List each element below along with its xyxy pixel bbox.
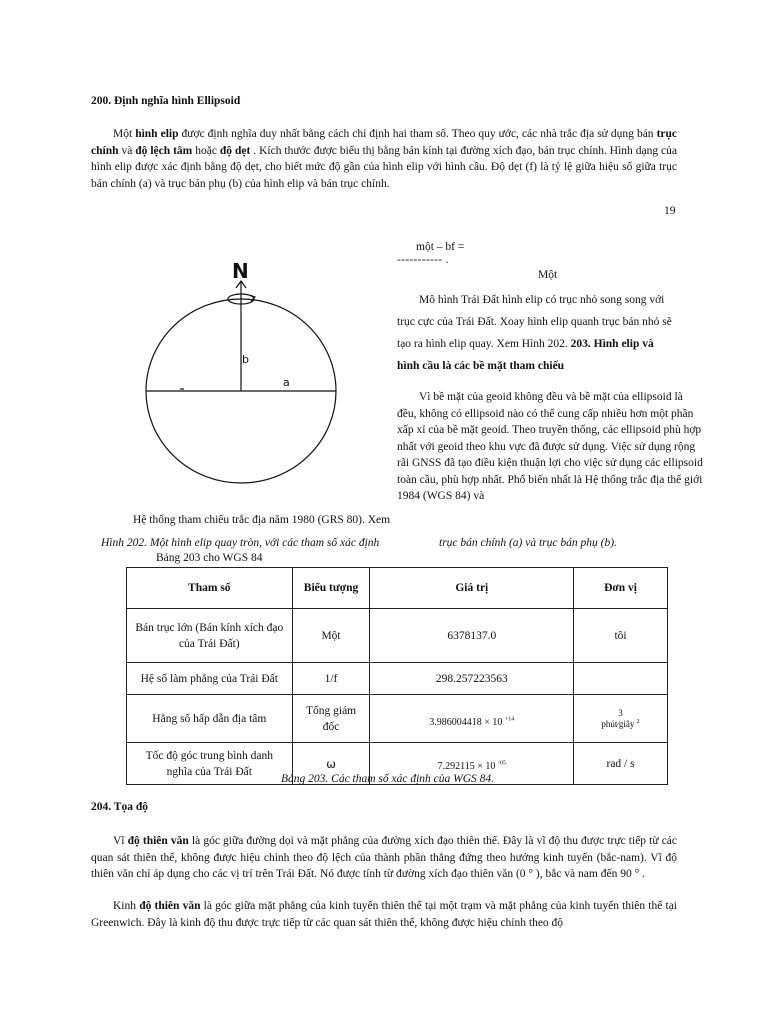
section-204-heading: 204. Tọa độ — [91, 801, 148, 813]
cell-unit: rad / s — [574, 743, 668, 785]
cell-value: 7.292115 × 10 $^{-05}$ — [370, 743, 574, 785]
cell-symbol: ω — [292, 743, 370, 785]
unit-main: phút⁄giây — [601, 718, 635, 729]
cell-parameter: Bán trục lớn (Bán kính xích đạo của Trái Đất) — [127, 609, 293, 663]
cell-symbol: 1/f — [292, 663, 370, 695]
major-axis-label: a — [283, 376, 290, 389]
cell-symbol: Một — [292, 609, 370, 663]
header-unit: Đơn vị — [574, 568, 668, 609]
unit-exponent: 2 — [636, 718, 640, 725]
page-number: 19 — [664, 205, 676, 217]
header-symbol: Biểu tượng — [292, 568, 370, 609]
section-200-paragraph: Một hình elip được định nghĩa duy nhất bằng cách chỉ định hai tham số. Theo quy ước, các nhà trắc địa sử dụng bán trục chính và độ lệch tâm hoặc độ dẹt . Kích thước được biểu thị bằng bán kính tại đường xích đạo, bán trục chính. Hình dạng của hình elip được xác định bằng độ dẹt, cho biết mức độ gần của hình elip với hình cầu. Độ dẹt (f) là tỷ lệ giữa hiệu số giữa trục bán chính (a) và trục bán phụ (b) của hình elip và bán trục chính. — [91, 128, 678, 190]
cell-unit — [574, 695, 668, 743]
formula-dashes: ----------- . — [397, 254, 449, 266]
ellipsoid-figure — [140, 255, 345, 525]
table-reference: Bảng 203 cho WGS 84 — [156, 552, 263, 564]
cell-value: 6378137.0 — [370, 609, 574, 663]
header-parameter: Tham số — [127, 568, 293, 609]
cell-value: 3.986004418 × 10 $^{+14}$ — [370, 695, 574, 743]
wgs84-parameters-table — [126, 567, 668, 785]
cell-parameter: Tốc độ góc trung bình danh nghĩa của Trái Đất — [127, 743, 293, 785]
table-caption: Bảng 203. Các tham số xác định của WGS 84. — [281, 773, 495, 785]
right-column-paragraph-1: Mô hình Trái Đất hình elip có trục nhỏ song song với trục cực của Trái Đất. Xoay hình elip quanh trục bán nhỏ sẽ tạo ra hình elip quay. Xem Hình 202. 203. Hình elip và hình cầu là các bề mặt tham chiếu — [397, 294, 672, 372]
figure-caption-right: trục bán chính (a) và trục bán phụ (b). — [439, 537, 617, 549]
table-row — [127, 609, 668, 663]
cell-value: 298.257223563 — [370, 663, 574, 695]
cell-unit: tôi — [574, 609, 668, 663]
continuation-text: Hệ thống tham chiếu trắc địa năm 1980 (GRS 80). Xem — [133, 514, 391, 526]
section-204-paragraph-2: Kinh độ thiên văn là góc giữa mặt phẳng của kinh tuyến thiên thể tại một trạm và mặt phẳng của kinh tuyến thiên thể tại Greenwich. Đây là kinh độ thu được trực tiếp từ các quan sát thiên thể, không được hiệu chỉnh theo độ — [91, 900, 678, 929]
north-label: N — [232, 259, 249, 283]
formula-denominator: Một — [538, 269, 558, 281]
table-row — [127, 695, 668, 743]
cell-parameter: Hệ số làm phẳng của Trái Đất — [127, 663, 293, 695]
formula-numerator: một – bf = — [416, 241, 465, 253]
figure-caption-left: Hình 202. Một hình elip quay tròn, với các tham số xác định — [101, 537, 380, 549]
unit-exponent-top: 3 — [618, 707, 623, 718]
section-200-heading: 200. Định nghĩa hình Ellipsoid — [91, 95, 241, 107]
right-column-paragraph-2: Vì bề mặt của geoid không đều và bề mặt của ellipsoid là đều, không có ellipsoid nào có thể cung cấp nhiều hơn một phần xấp xỉ của bề mặt geoid. Theo truyền thống, các ellipsoid phù hợp nhất với geoid theo khu vực đã được sử dụng. Việc sử dụng rộng rãi GNSS đã tạo điều kiện thuận lợi cho việc sử dụng các ellipsoid toàn cầu, phù hợp nhất. Phổ biến nhất là Hệ thống trắc địa thế giới 1984 (WGS 84) và — [397, 391, 703, 502]
section-204-paragraph-1: Vĩ độ thiên văn là góc giữa đường dọi và mặt phẳng của đường xích đạo thiên thể. Đây là vĩ độ thu được trực tiếp từ các quan sát thiên thể, không được hiệu chỉnh theo độ lệch của thành phần thẳng đứng theo hướng kinh tuyến (bắc-nam). Vĩ độ thiên văn chỉ áp dụng cho các vị trí trên Trái Đất. Nó được tính từ đường xích đạo thiên văn (0 ° ), bắc và nam đến 90 ° . — [91, 835, 678, 880]
minor-axis-label: b — [242, 353, 249, 366]
cell-symbol: Tổng giám đốc — [292, 695, 370, 743]
cell-parameter: Hằng số hấp dẫn địa tâm — [127, 695, 293, 743]
table-row — [127, 663, 668, 695]
table-header-row — [127, 568, 668, 609]
header-value: Giá trị — [370, 568, 574, 609]
cell-unit — [574, 663, 668, 695]
